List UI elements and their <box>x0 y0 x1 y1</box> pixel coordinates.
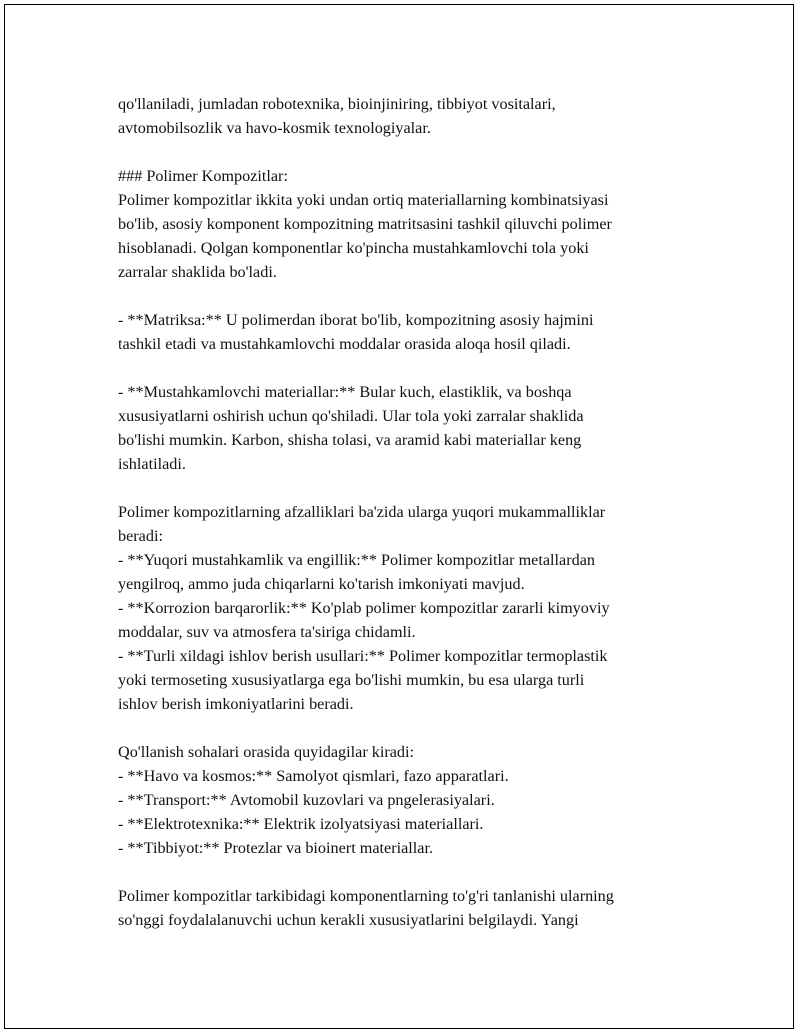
list-item: - **Turli xildagi ishlov berish usullari:** Polimer kompozitlar termoplastik <box>118 647 608 665</box>
text-line: Polimer kompozitlar ikkita yoki undan ortiq materiallarning kombinatsiyasi <box>118 191 609 209</box>
paragraph-gap <box>118 476 708 500</box>
text-line: Qo'llanish sohalari orasida quyidagilar kiradi: <box>118 743 415 761</box>
list-item: - **Tibbiyot:** Protezlar va bioinert materiallar. <box>118 839 433 857</box>
text-line: xususiyatlarni oshirish uchun qo'shiladi. Ular tola yoki zarralar shaklida <box>118 407 584 425</box>
text-line: bo'lib, asosiy komponent kompozitning matritsasini tashkil qiluvchi polimer <box>118 215 612 233</box>
paragraph-gap <box>118 716 708 740</box>
text-line: hisoblanadi. Qolgan komponentlar ko'pincha mustahkamlovchi tola yoki <box>118 239 589 257</box>
text-line: tashkil etadi va mustahkamlovchi moddalar orasida aloqa hosil qiladi. <box>118 335 571 353</box>
list-item: - **Korrozion barqarorlik:** Ko'plab polimer kompozitlar zararli kimyoviy <box>118 599 610 617</box>
paragraph-mustahkamlovchi <box>118 380 708 476</box>
list-item: - **Matriksa:** U polimerdan iborat bo'lib, kompozitning asosiy hajmini <box>118 311 594 329</box>
paragraph-gap <box>118 284 708 308</box>
text-line: zarralar shaklida bo'ladi. <box>118 263 277 281</box>
text-line: ishlatiladi. <box>118 455 186 473</box>
paragraph-afzalliklar <box>118 500 708 716</box>
section-heading: ### Polimer Kompozitlar: <box>118 167 288 185</box>
text-line: Polimer kompozitlarning afzalliklari ba'zida ularga yuqori mukammalliklar <box>118 503 606 521</box>
list-item: - **Yuqori mustahkamlik va engillik:** Polimer kompozitlar metallardan <box>118 551 595 569</box>
paragraph-gap <box>118 860 708 884</box>
paragraph-polimer-kompozitlar <box>118 164 708 284</box>
text-line: yoki termoseting xususiyatlarga ega bo'lishi mumkin, bu esa ularga turli <box>118 671 585 689</box>
list-item: - **Mustahkamlovchi materiallar:** Bular kuch, elastiklik, va boshqa <box>118 383 572 401</box>
paragraph-conclusion <box>118 884 708 932</box>
list-item: - **Elektrotexnika:** Elektrik izolyatsiyasi materiallari. <box>118 815 484 833</box>
text-line: so'nggi foydalalanuvchi uchun kerakli xususiyatlarini belgilaydi. Yangi <box>118 911 579 929</box>
list-item: - **Transport:** Avtomobil kuzovlari va pngelerasiyalari. <box>118 791 495 809</box>
list-item: - **Havo va kosmos:** Samolyot qismlari, fazo apparatlari. <box>118 767 509 785</box>
text-line: moddalar, suv va atmosfera ta'siriga chidamli. <box>118 623 416 641</box>
paragraph-matriksa <box>118 308 708 356</box>
text-line: yengilroq, ammo juda chiqarlarni ko'tarish imkoniyati mavjud. <box>118 575 525 593</box>
paragraph-intro <box>118 92 708 140</box>
paragraph-gap <box>118 356 708 380</box>
text-line: beradi: <box>118 527 163 545</box>
paragraph-qollanish-sohalari <box>118 740 708 860</box>
text-line: qo'llaniladi, jumladan robotexnika, bioinjiniring, tibbiyot vositalari, <box>118 95 556 113</box>
text-line: ishlov berish imkoniyatlarini beradi. <box>118 695 354 713</box>
text-line: bo'lishi mumkin. Karbon, shisha tolasi, va aramid kabi materiallar keng <box>118 431 582 449</box>
text-line: avtomobilsozlik va havo-kosmik texnologiyalar. <box>118 119 431 137</box>
text-line: Polimer kompozitlar tarkibidagi komponentlarning to'g'ri tanlanishi ularning <box>118 887 614 905</box>
paragraph-gap <box>118 140 708 164</box>
document-body <box>118 92 708 932</box>
